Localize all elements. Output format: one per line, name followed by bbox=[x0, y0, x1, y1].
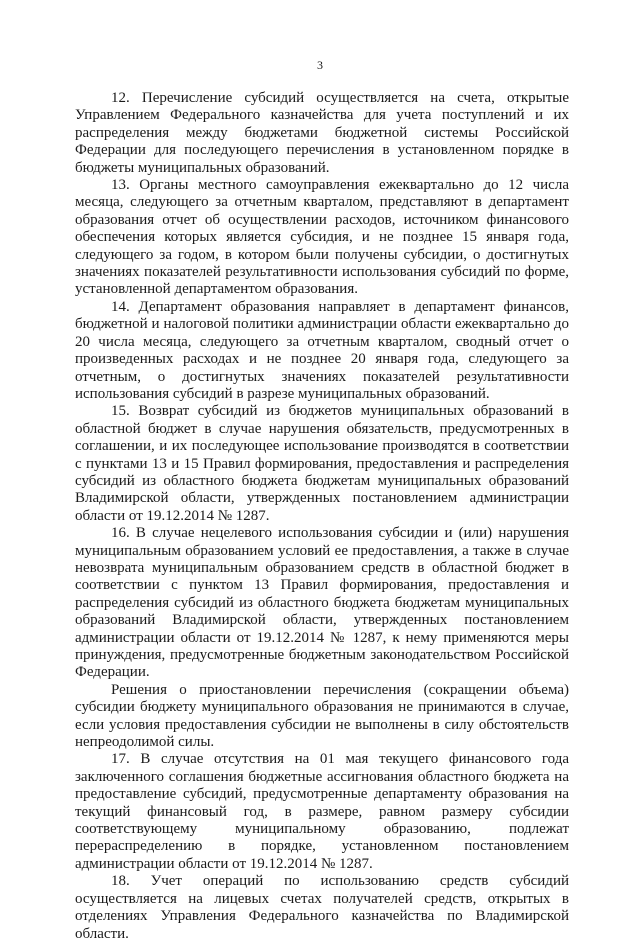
paragraph-16-decisions: Решения о приостановлении перечисления (сокращении объема) субсидии бюджету муниципального образования не принимаются в случае, если условия предоставления субсидии не выполнены в силу обстоятельств непреодолимой силы. bbox=[75, 681, 569, 751]
paragraph-14: 14. Департамент образования направляет в департамент финансов, бюджетной и налоговой политики администрации области ежеквартально до 20 числа месяца, следующего за отчетным кварталом, сводный отчет о произведенных расходах и не позднее 20 января года, следующего за отчетным, о достигнутых значениях показателей результативности использования субсидий в разрезе муниципальных образований. bbox=[75, 298, 569, 402]
paragraph-12: 12. Перечисление субсидий осуществляется на счета, открытые Управлением Федерального казначейства для учета поступлений и их распределения между бюджетами бюджетной системы Российской Федерации для последующего перечисления в установленном порядке в бюджеты муниципальных образований. bbox=[75, 90, 569, 176]
document-body bbox=[75, 90, 569, 943]
page-number: 3 bbox=[317, 58, 323, 72]
paragraph-18: 18. Учет операций по использованию средств субсидий осуществляется на лицевых счетах получателей средств, открытых в отделениях Управления Федерального казначейства по Владимирской области. bbox=[75, 873, 569, 942]
paragraph-17: 17. В случае отсутствия на 01 мая текущего финансового года заключенного соглашения бюджетные ассигнования областного бюджета на предоставление субсидий, предусмотренные департаменту образования на текущий финансовый год, в размере, равном размеру субсидии соответствующему муниципальному образованию, подлежат перераспределению в порядке, установленном постановлением администрации области от 19.12.2014 № 1287. bbox=[75, 751, 569, 872]
paragraph-15: 15. Возврат субсидий из бюджетов муниципальных образований в областной бюджет в случае нарушения обязательств, предусмотренных в соглашении, и их последующее использование производятся в соответствии с пунктами 13 и 15 Правил формирования, предоставления и распределения субсидий из областного бюджета бюджетам муниципальных образований Владимирской области, утвержденных постановлением администрации области от 19.12.2014 № 1287. bbox=[75, 403, 569, 524]
paragraph-16: 16. В случае нецелевого использования субсидии и (или) нарушения муниципальным образованием условий ее предоставления, а также в случае невозврата муниципальным образованием средств в областной бюджет в соответствии с пунктом 13 Правил формирования, предоставления и распределения субсидий из областного бюджета бюджетам муниципальных образований Владимирской области, утвержденных постановлением администрации области от 19.12.2014 № 1287, к нему применяются меры принуждения, предусмотренные бюджетным законодательством Российской Федерации. bbox=[75, 525, 569, 681]
paragraph-13: 13. Органы местного самоуправления ежеквартально до 12 числа месяца, следующего за отчетным кварталом, представляют в департамент образования отчет об осуществлении расходов, источником финансового обеспечения которых является субсидия, и не позднее 15 января года, следующего за годом, в котором были получены субсидии, о достигнутых значениях показателей результативности использования субсидий по форме, установленной департаментом образования. bbox=[75, 177, 569, 298]
